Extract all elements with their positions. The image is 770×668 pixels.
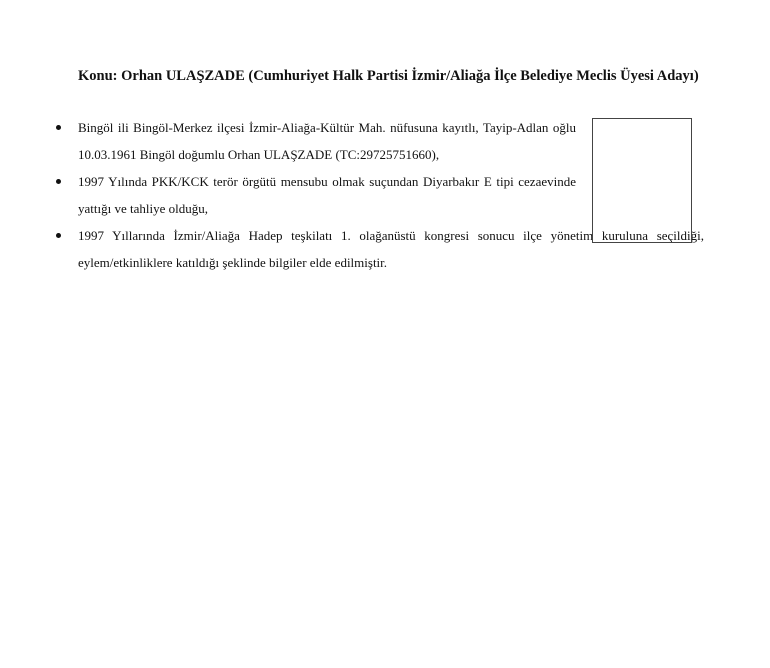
bullet-text: 1997 Yıllarında İzmir/Aliağa Hadep teşkilatı 1. olağanüstü kongresi sonucu ilçe yönetim kuruluna seçildiği, eylem/etkinliklere katıldığı şeklinde bilgiler elde edilmiştir.: [78, 228, 704, 270]
subject-heading: Konu: Orhan ULAŞZADE (Cumhuriyet Halk Partisi İzmir/Aliağa İlçe Belediye Meclis Üyesi Adayı): [78, 67, 699, 84]
bullet-text: Bingöl ili Bingöl-Merkez ilçesi İzmir-Aliağa-Kültür Mah. nüfusuna kayıtlı, Tayip-Adlan oğlu 10.03.1961 Bingöl doğumlu Orhan ULAŞZADE (TC:29725751660),: [78, 120, 576, 162]
bullet-icon: [56, 233, 61, 238]
photo-placeholder-box: [592, 118, 692, 243]
bullet-text: 1997 Yılında PKK/KCK terör örgütü mensubu olmak suçundan Diyarbakır E tipi cezaevinde yattığı ve tahliye olduğu,: [78, 174, 576, 216]
bullet-icon: [56, 125, 61, 130]
bullet-icon: [56, 179, 61, 184]
